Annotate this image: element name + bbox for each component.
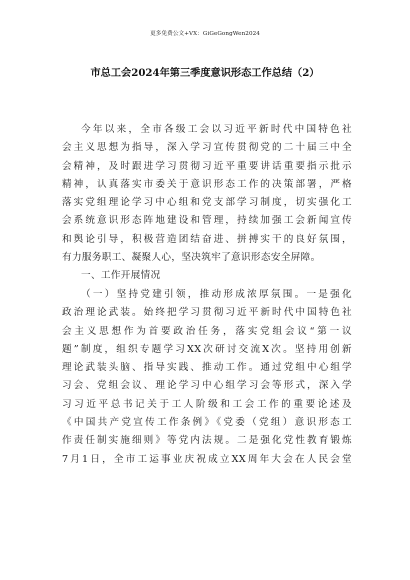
text-line: 《中国共产党宣传工作条例》《党委（党组）意识形态工 [62, 417, 352, 429]
text-line: 7月1日，全市工运事业庆祝成立XX周年大会在人民会堂 [62, 453, 352, 465]
text-line: 作责任制实施细则》等党内法规。二是强化党性教育锻炼 [62, 435, 352, 447]
header-note: 更多免费公文+VX：GiGeGongWen2024 [150, 31, 260, 37]
text-line: 习习近平总书记关于工人阶级和工会工作的重要论述及 [62, 398, 352, 410]
text-line: 有力服务职工、凝聚人心，坚决筑牢了意识形态安全屏障。 [62, 252, 321, 264]
text-line: 落实党组理论学习中心组和党支部学习制度，切实强化工 [62, 197, 352, 209]
text-line: 今年以来，全市各级工会以习近平新时代中国特色社 [81, 124, 352, 135]
text-line: 精神，认真落实市委关于意识形态工作的决策部署，严格 [62, 178, 352, 190]
text-line: 和舆论引导，积极营造团结奋进、拼搏实干的良好氛围， [62, 233, 352, 245]
body-paragraph-section1 [62, 286, 352, 469]
document-title: 市总工会2024年第三季度意识形态工作总结（2） [90, 67, 320, 79]
text-line: 理论武装头脑、指导实践、推动工作。通过党组中心组学 [62, 362, 352, 374]
text-line: （一）坚持党建引领，推动形成浓厚氛围。一是强化 [81, 289, 352, 300]
text-line: 习会、党组会议、理论学习中心组学习会等形式，深入学 [62, 380, 352, 392]
section-heading: 一、工作开展情况 [81, 270, 161, 282]
text-line: 会主义思想作为首要政治任务，落实党组会议“第一议 [62, 325, 352, 337]
text-line: 会精神，及时跟进学习贯彻习近平重要讲话重要指示批示 [62, 160, 352, 172]
text-line: 会主义思想为指导，深入学习宣传贯彻党的二十届三中全 [62, 142, 352, 154]
text-line: 题”制度，组织专题学习XX次研讨交流X次。坚持用创新 [62, 343, 352, 355]
text-line: 政治理论武装。始终把学习贯彻习近平新时代中国特色社 [62, 307, 352, 319]
text-line: 会系统意识形态阵地建设和管理，持续加强工会新闻宣传 [62, 215, 352, 227]
body-paragraph-intro [62, 121, 352, 286]
